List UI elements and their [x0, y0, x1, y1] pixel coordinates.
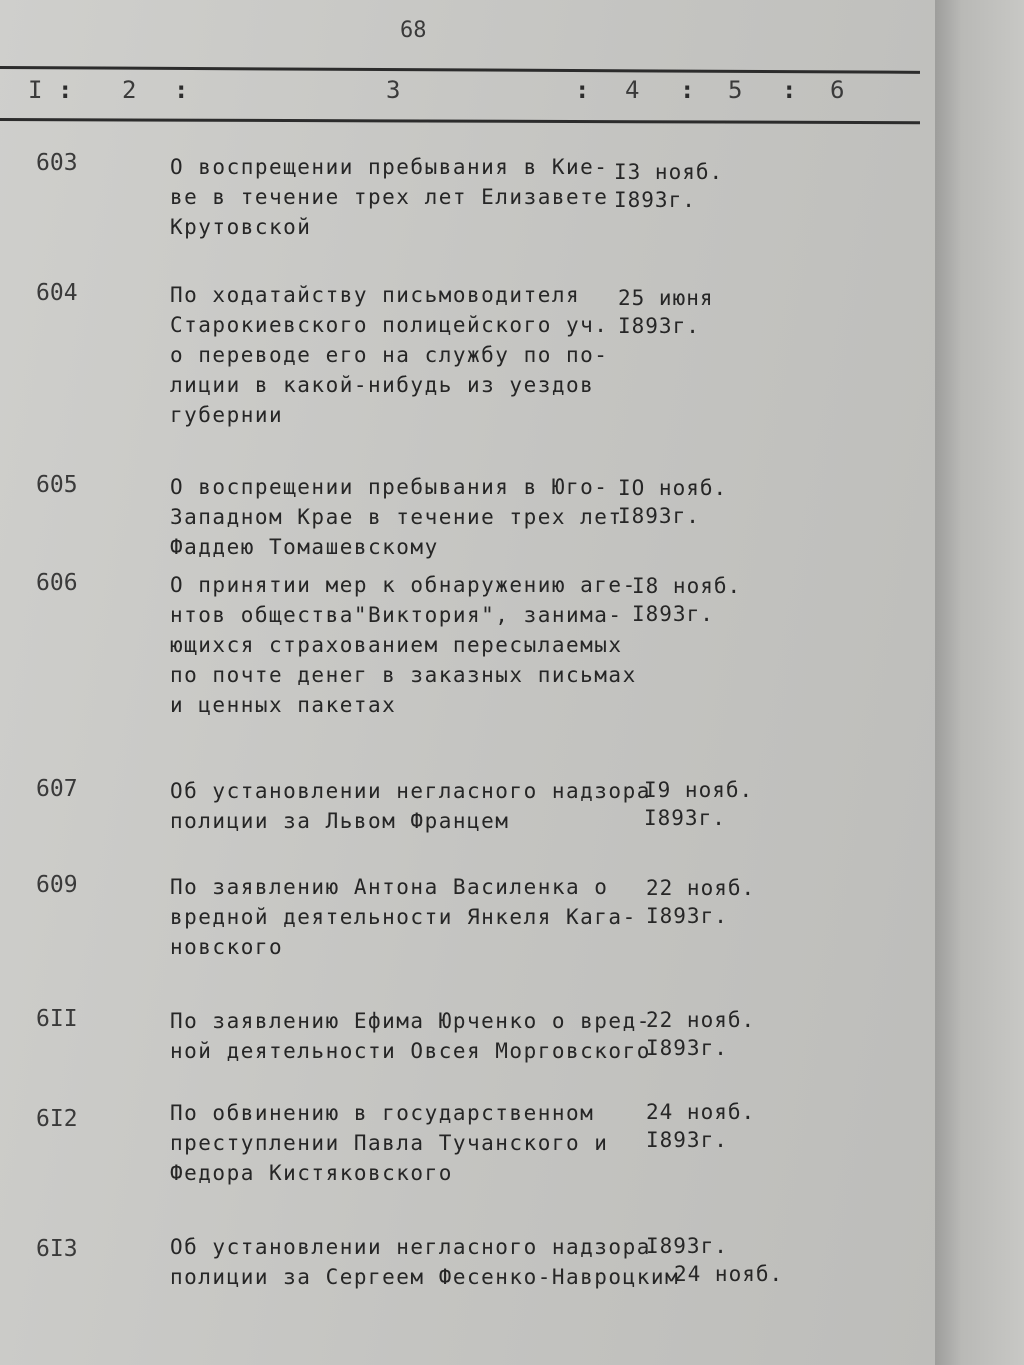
entry-description: По ходатайству письмоводителя Старокиевского полицейского уч. о переводе его на службу по по- лиции в какой-нибудь из уездов губернии	[170, 283, 609, 427]
column-header-2: 2	[122, 76, 137, 104]
entry-date: I9 нояб. I893г.	[644, 778, 754, 830]
entry-number: 605	[36, 472, 78, 498]
entry-date: 25 июня I893г.	[618, 286, 714, 338]
entry-date: 22 нояб. I893г.	[646, 1008, 756, 1060]
entry-number: 609	[36, 872, 78, 898]
header-bottom-rule	[0, 118, 920, 124]
entry-description: Об установлении негласного надзора полиции за Сергеем Фесенко-Навроцким	[170, 1235, 680, 1289]
entry-description: О принятии мер к обнаружению аге- нтов общества"Виктория", занима- ющихся страхованием пересылаемых по почте денег в заказных письмах и ценных пакетах	[170, 573, 637, 717]
entry-description: По заявлению Ефима Юрченко о вред- ной деятельности Овсея Морговского	[170, 1009, 651, 1063]
entry-number: 607	[36, 776, 78, 802]
column-header-4: 4	[625, 76, 640, 104]
entry-date: I893г. 24 нояб.	[646, 1234, 784, 1286]
entry-number: 6I2	[36, 1106, 78, 1132]
entry-description: Об установлении негласного надзора полиции за Львом Францем	[170, 779, 651, 833]
column-header-1: I	[28, 76, 43, 104]
column-separator: :	[575, 76, 590, 104]
entry-date: I8 нояб. I893г.	[632, 574, 742, 626]
entry-description: По обвинению в государственном преступлении Павла Тучанского и Федора Кистяковского	[170, 1101, 609, 1185]
entry-date: IO нояб. I893г.	[618, 476, 728, 528]
page-number: 68	[400, 18, 427, 43]
column-separator: :	[174, 76, 189, 104]
entry-description: О воспрещении пребывания в Кие- ве в течение трех лет Елизавете Крутовской	[170, 155, 609, 239]
column-separator: :	[782, 76, 797, 104]
column-separator: :	[58, 76, 73, 104]
entry-number: 603	[36, 150, 78, 176]
header-top-rule	[0, 66, 920, 74]
entry-description: О воспрещении пребывания в Юго- Западном Крае в течение трех лет Фаддею Томашевскому	[170, 475, 623, 559]
entry-number: 6II	[36, 1006, 78, 1032]
entry-number: 6I3	[36, 1236, 78, 1262]
column-header-3: 3	[386, 76, 401, 104]
entry-date: 24 нояб. I893г.	[646, 1100, 756, 1152]
entry-date: I3 нояб. I893г.	[614, 160, 724, 212]
page-edge-background	[935, 0, 1024, 1365]
entry-date: 22 нояб. I893г.	[646, 876, 756, 928]
entry-number: 606	[36, 570, 78, 596]
column-header-6: 6	[830, 76, 845, 104]
column-header-5: 5	[728, 76, 743, 104]
entry-number: 604	[36, 280, 78, 306]
entry-description: По заявлению Антона Василенка о вредной деятельности Янкеля Кага- новского	[170, 875, 637, 959]
column-separator: :	[680, 76, 695, 104]
